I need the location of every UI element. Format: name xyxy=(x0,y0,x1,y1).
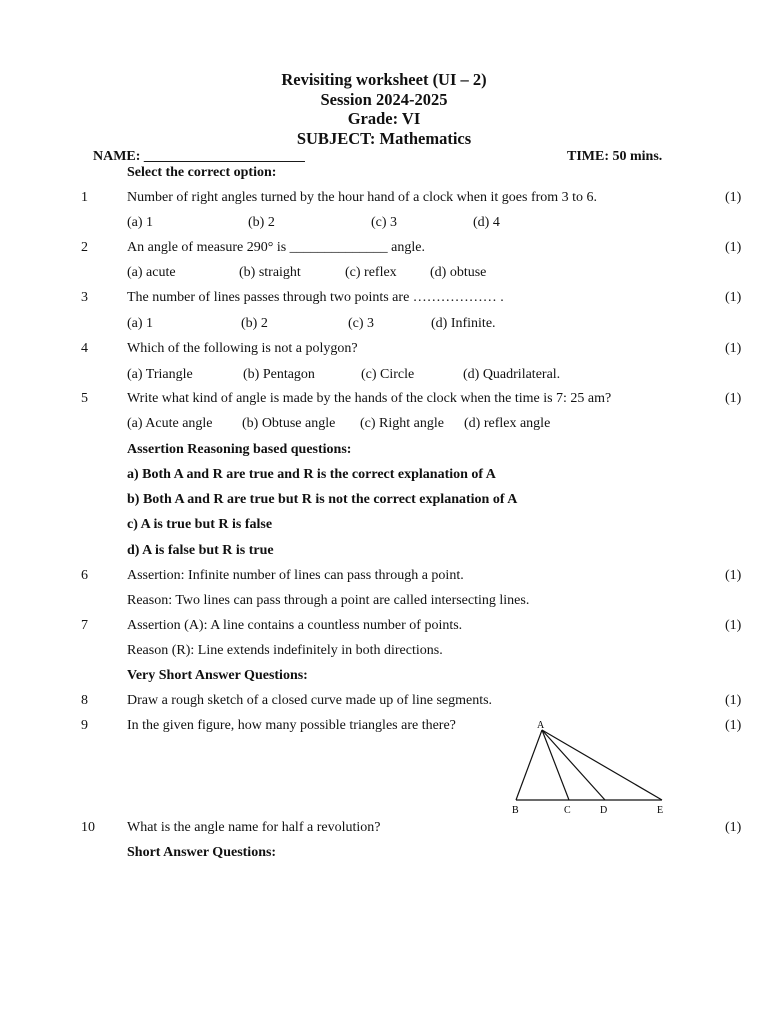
option: (b) 2 xyxy=(241,316,268,331)
question-text: Number of right angles turned by the hour hand of a clock when it goes from 3 to 6. xyxy=(127,190,598,205)
question-marks: (1) xyxy=(725,718,742,733)
option: (c) 3 xyxy=(371,215,398,230)
reason-text: Reason: Two lines can pass through a point are called intersecting lines. xyxy=(127,593,530,608)
question-number: 7 xyxy=(81,618,88,633)
session-line: Session 2024-2025 xyxy=(320,90,448,109)
assertion-text: Assertion (A): A line contains a countless number of points. xyxy=(127,618,463,633)
option: (d) reflex angle xyxy=(464,416,551,431)
option: (a) acute xyxy=(127,265,176,280)
question-text: What is the angle name for half a revolution? xyxy=(127,820,381,835)
assertion-choice: b) Both A and R are true but R is not the correct explanation of A xyxy=(127,492,518,507)
reason-text: Reason (R): Line extends indefinitely in both directions. xyxy=(127,643,443,658)
option: (d) Quadrilateral. xyxy=(463,367,561,382)
question-number: 9 xyxy=(81,718,88,733)
subject-line: SUBJECT: Mathematics xyxy=(296,129,472,148)
option: (b) Obtuse angle xyxy=(242,416,336,431)
option: (c) 3 xyxy=(348,316,375,331)
worksheet-title: Revisiting worksheet (UI – 2) xyxy=(281,70,487,89)
assertion-choice: d) A is false but R is true xyxy=(127,543,274,558)
vertex-label: E xyxy=(657,805,664,816)
segment-ac xyxy=(542,730,569,800)
segment-ae xyxy=(542,730,662,800)
option: (b) 2 xyxy=(248,215,275,230)
question-marks: (1) xyxy=(725,240,742,255)
option: (c) Right angle xyxy=(360,416,444,431)
question-text: An angle of measure 290° is ______________ angle. xyxy=(127,240,425,255)
option: (a) Triangle xyxy=(127,367,193,382)
question-marks: (1) xyxy=(725,568,742,583)
triangle-figure xyxy=(505,716,675,818)
question-number: 4 xyxy=(81,341,88,356)
question-marks: (1) xyxy=(725,820,742,835)
grade-line: Grade: VI xyxy=(347,109,421,128)
option: (d) obtuse xyxy=(430,265,487,280)
vertex-label: C xyxy=(564,805,571,816)
option: (d) Infinite. xyxy=(431,316,496,331)
vertex-label: A xyxy=(537,720,545,731)
question-marks: (1) xyxy=(725,341,742,356)
segment-ab xyxy=(516,730,542,800)
question-number: 6 xyxy=(81,568,88,583)
question-marks: (1) xyxy=(725,290,742,305)
question-text: Which of the following is not a polygon? xyxy=(127,341,358,356)
section-heading-assertion: Assertion Reasoning based questions: xyxy=(127,442,352,457)
assertion-choice: c) A is true but R is false xyxy=(127,517,273,532)
option: (b) Pentagon xyxy=(243,367,315,382)
option: (a) Acute angle xyxy=(127,416,213,431)
section-heading-mcq: Select the correct option: xyxy=(127,165,277,180)
assertion-choice: a) Both A and R are true and R is the correct explanation of A xyxy=(127,467,496,482)
question-text: In the given figure, how many possible triangles are there? xyxy=(127,718,456,733)
question-marks: (1) xyxy=(725,618,742,633)
question-number: 1 xyxy=(81,190,88,205)
option: (c) reflex xyxy=(345,265,397,280)
vertex-label: D xyxy=(600,805,608,816)
question-marks: (1) xyxy=(725,190,742,205)
question-text: Write what kind of angle is made by the hands of the clock when the time is 7: 25 am? xyxy=(127,391,612,406)
section-heading-short: Short Answer Questions: xyxy=(127,845,277,860)
option: (b) straight xyxy=(239,265,301,280)
section-heading-vsa: Very Short Answer Questions: xyxy=(127,668,308,683)
option: (d) 4 xyxy=(473,215,500,230)
question-number: 3 xyxy=(81,290,88,305)
question-number: 8 xyxy=(81,693,88,708)
option: (a) 1 xyxy=(127,215,154,230)
question-marks: (1) xyxy=(725,693,742,708)
time-label: TIME: 50 mins. xyxy=(567,149,663,164)
segment-ad xyxy=(542,730,605,800)
name-field: NAME: _______________________ xyxy=(93,149,305,164)
question-number: 10 xyxy=(81,820,95,835)
vertex-label: B xyxy=(512,805,519,816)
question-number: 5 xyxy=(81,391,88,406)
question-marks: (1) xyxy=(725,391,742,406)
option: (a) 1 xyxy=(127,316,154,331)
question-number: 2 xyxy=(81,240,88,255)
question-text: The number of lines passes through two points are ……………… . xyxy=(127,290,504,305)
assertion-text: Assertion: Infinite number of lines can pass through a point. xyxy=(127,568,464,583)
question-text: Draw a rough sketch of a closed curve made up of line segments. xyxy=(127,693,493,708)
option: (c) Circle xyxy=(361,367,415,382)
